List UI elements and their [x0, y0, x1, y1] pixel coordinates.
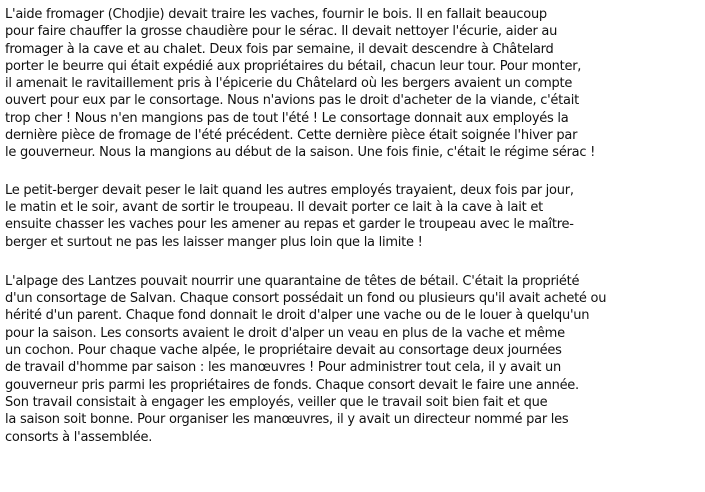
text-line: consorts à l'assemblée. [5, 429, 153, 445]
text-line: Le petit-berger devait peser le lait quand les autres employés trayaient, deux fois par jour, [5, 182, 574, 198]
text-line: ouvert pour eux par le consortage. Nous n'avions pas le droit d'acheter de la viande, c'était [5, 93, 579, 109]
text-line: pour la saison. Les consorts avaient le droit d'alper un veau en plus de la vache et même [5, 325, 565, 341]
text-line: berger et surtout ne pas les laisser manger plus loin que la limite ! [5, 234, 423, 250]
paragraph-aide-fromager [5, 6, 703, 162]
text-line: trop cher ! Nous n'en mangions pas de tout l'été ! Le consortage donnait aux employés la [5, 110, 569, 126]
text-line: pour faire chauffer la grosse chaudière pour le sérac. Il devait nettoyer l'écurie, aider au [5, 24, 558, 40]
text-line: d'un consortage de Salvan. Chaque consort possédait un fond ou plusieurs qu'il avait acheté ou [5, 291, 607, 307]
text-line: il amenait le ravitaillement pris à l'épicerie du Châtelard où les bergers avaient un compte [5, 76, 573, 92]
text-line: le gouverneur. Nous la mangions au début de la saison. Une fois finie, c'était le régime sérac ! [5, 145, 596, 161]
text-line: un cochon. Pour chaque vache alpée, le propriétaire devait au consortage deux journées [5, 343, 562, 359]
text-line: dernière pièce de fromage de l'été précédent. Cette dernière pièce était soignée l'hiver par [5, 128, 578, 144]
text-line: L'aide fromager (Chodjie) devait traire les vaches, fournir le bois. Il en fallait beaucoup [5, 7, 547, 22]
paragraph-alpage-lantzes [5, 273, 703, 446]
text-line: ensuite chasser les vaches pour les amener au repas et garder le troupeau avec le maître- [5, 217, 574, 233]
text-line: L'alpage des Lantzes pouvait nourrir une quarantaine de têtes de bétail. C'était la propriété [5, 273, 580, 289]
text-line: fromager à la cave et au chalet. Deux fois par semaine, il devait descendre à Châtelard [5, 41, 554, 57]
text-line: porter le beurre qui était expédié aux propriétaires du bétail, chacun leur tour. Pour monter, [5, 58, 582, 74]
text-line: de travail d'homme par saison : les manœuvres ! Pour administrer tout cela, il y avait un [5, 360, 562, 376]
document-body [5, 6, 703, 467]
paragraph-petit-berger [5, 182, 703, 251]
text-line: le matin et le soir, avant de sortir le troupeau. Il devait porter ce lait à la cave à lait et [5, 199, 543, 215]
text-line: hérité d'un parent. Chaque fond donnait le droit d'alper une vache ou de le louer à quelqu'un [5, 308, 590, 324]
text-line: gouverneur pris parmi les propriétaires de fonds. Chaque consort devait le faire une année. [5, 377, 579, 393]
text-line: la saison soit bonne. Pour organiser les manœuvres, il y avait un directeur nommé par les [5, 412, 569, 428]
text-line: Son travail consistait à engager les employés, veiller que le travail soit bien fait et que [5, 394, 548, 410]
